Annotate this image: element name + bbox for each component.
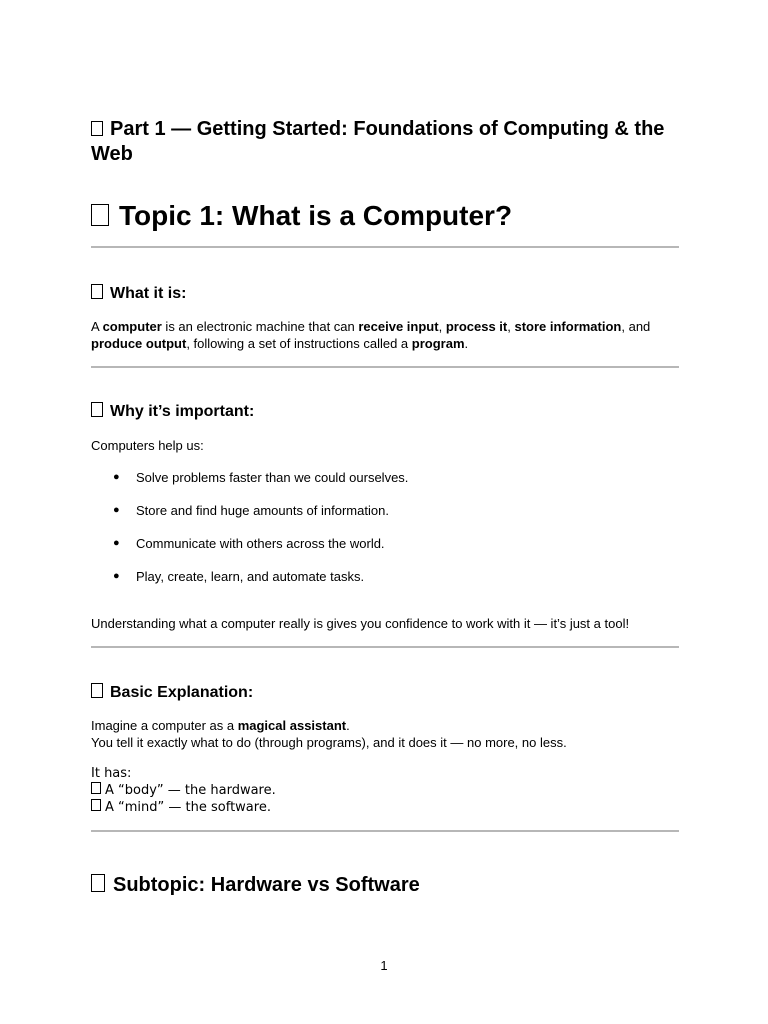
topic-heading-text: Topic 1: What is a Computer? — [119, 200, 513, 231]
why-important-closing: Understanding what a computer really is gives you confidence to work with it — it’s just a tool! — [91, 616, 630, 631]
divider — [91, 646, 679, 648]
emoji-placeholder-icon — [91, 204, 109, 226]
why-important-intro: Computers help us: — [91, 438, 204, 453]
divider — [91, 246, 679, 248]
section-heading-what-it-is: What it is: — [91, 284, 186, 304]
divider — [91, 366, 679, 368]
section-heading-basic-explanation: Basic Explanation: — [91, 683, 253, 703]
it-has-block: It has: A “body” — the hardware. A “mind” — the software. — [91, 766, 276, 815]
emoji-placeholder-icon — [91, 874, 105, 892]
subtopic-heading: Subtopic: Hardware vs Software — [91, 873, 420, 898]
page-number: 1 — [380, 958, 388, 973]
why-important-list — [91, 469, 679, 601]
emoji-placeholder-icon — [91, 284, 103, 299]
emoji-placeholder-icon — [91, 683, 103, 698]
what-it-is-paragraph: A computer is an electronic machine that can receive input, process it, store information, and produce output, following a set of instructions called a program. — [91, 319, 651, 351]
part-heading-text: Part 1 — Getting Started: Foundations of Computing & the Web — [91, 118, 665, 165]
section-heading-why-important: Why it’s important: — [91, 402, 254, 422]
list-item: ● Solve problems faster than we could ourselves. — [91, 469, 679, 502]
divider — [91, 830, 679, 832]
emoji-placeholder-icon — [91, 782, 101, 794]
topic-heading — [91, 199, 512, 233]
list-item: ● Store and find huge amounts of information. — [91, 502, 679, 535]
emoji-placeholder-icon — [91, 402, 103, 417]
list-item: ● Communicate with others across the world. — [91, 535, 679, 568]
emoji-placeholder-icon — [91, 799, 101, 811]
emoji-placeholder-icon — [91, 121, 103, 136]
part-heading — [91, 117, 679, 167]
basic-explanation-paragraph: Imagine a computer as a magical assistant. You tell it exactly what to do (through programs), and it does it — no more, no less. — [91, 718, 567, 750]
list-item: ● Play, create, learn, and automate tasks. — [91, 568, 679, 601]
